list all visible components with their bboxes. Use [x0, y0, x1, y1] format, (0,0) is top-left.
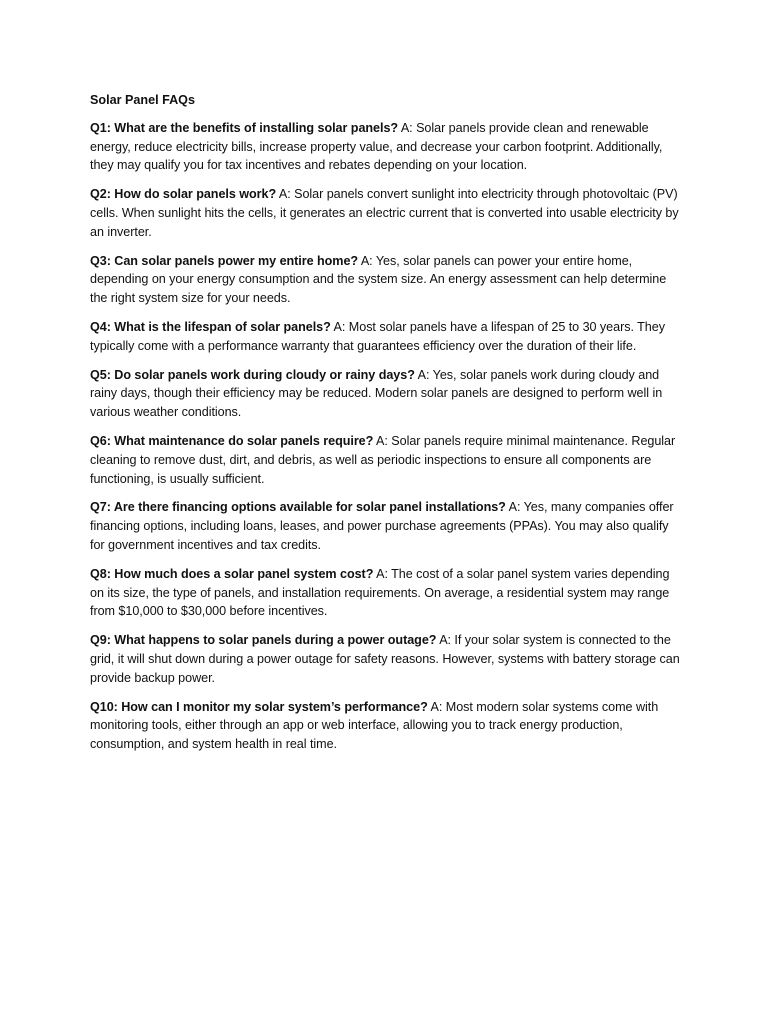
faq-question: Q1: What are the benefits of installing solar panels? [90, 120, 399, 135]
faq-item-q5 [90, 366, 682, 422]
faq-question: Q8: How much does a solar panel system cost? [90, 566, 374, 581]
faq-answer: A: If your solar system is connected to the grid, it will shut down during a power outage for safety reasons. However, systems with battery storage can provide backup power. [90, 633, 680, 685]
faq-question: Q6: What maintenance do solar panels require? [90, 433, 374, 448]
faq-answer: A: Yes, solar panels can power your entire home, depending on your energy consumption and the system size. An energy assessment can help determine the right system size for your needs. [90, 253, 667, 306]
faq-item-q3 [90, 252, 682, 308]
faq-question: Q9: What happens to solar panels during a power outage? [90, 633, 437, 648]
faq-question: Q7: Are there financing options available for solar panel installations? [90, 500, 506, 515]
faq-answer: A: Most modern solar systems come with monitoring tools, either through an app or web interface, allowing you to track energy production, consumption, and system health in real time. [90, 699, 659, 752]
faq-question: Q3: Can solar panels power my entire home? [90, 253, 359, 268]
faq-question: Q4: What is the lifespan of solar panels? [90, 319, 331, 334]
document-title: Solar Panel FAQs [90, 93, 195, 107]
document-body [90, 91, 682, 764]
faq-item-q4 [90, 318, 682, 356]
faq-answer: A: Yes, many companies offer financing options, including loans, leases, and power purchase agreements (PPAs). You may also qualify for government incentives and tax credits. [90, 500, 674, 552]
faq-item-q2 [90, 185, 682, 241]
faq-answer: A: Solar panels provide clean and renewable energy, reduce electricity bills, increase property value, and decrease your carbon footprint. Additionally, they may qualify you for tax incentives and rebates depending on your location. [90, 120, 663, 173]
faq-question: Q10: How can I monitor my solar system’s performance? [90, 699, 428, 714]
faq-item-q10 [90, 698, 682, 754]
faq-item-q8 [90, 565, 682, 621]
faq-answer: A: Yes, solar panels work during cloudy and rainy days, though their efficiency may be reduced. Modern solar panels are designed to perform well in various weather conditions. [90, 367, 663, 420]
faq-answer: A: Solar panels require minimal maintenance. Regular cleaning to remove dust, dirt, and debris, as well as periodic inspections to ensure all components are functioning, is usually sufficient. [90, 433, 676, 486]
faq-answer: A: Solar panels convert sunlight into electricity through photovoltaic (PV) cells. When sunlight hits the cells, it generates an electric current that is converted into usable electricity by an inverter. [90, 187, 679, 239]
faq-item-q6 [90, 432, 682, 488]
faq-item-q9 [90, 631, 682, 687]
faq-answer: A: Most solar panels have a lifespan of 25 to 30 years. They typically come with a performance warranty that guarantees efficiency over the duration of their life. [90, 319, 665, 353]
faq-question: Q5: Do solar panels work during cloudy or rainy days? [90, 367, 415, 382]
faq-question: Q2: How do solar panels work? [90, 187, 277, 202]
faq-item-q1 [90, 119, 682, 175]
faq-answer: A: The cost of a solar panel system varies depending on its size, the type of panels, and installation requirements. On average, a residential system may range from $10,000 to $30,000 before incentives. [90, 566, 670, 619]
faq-item-q7 [90, 498, 682, 554]
